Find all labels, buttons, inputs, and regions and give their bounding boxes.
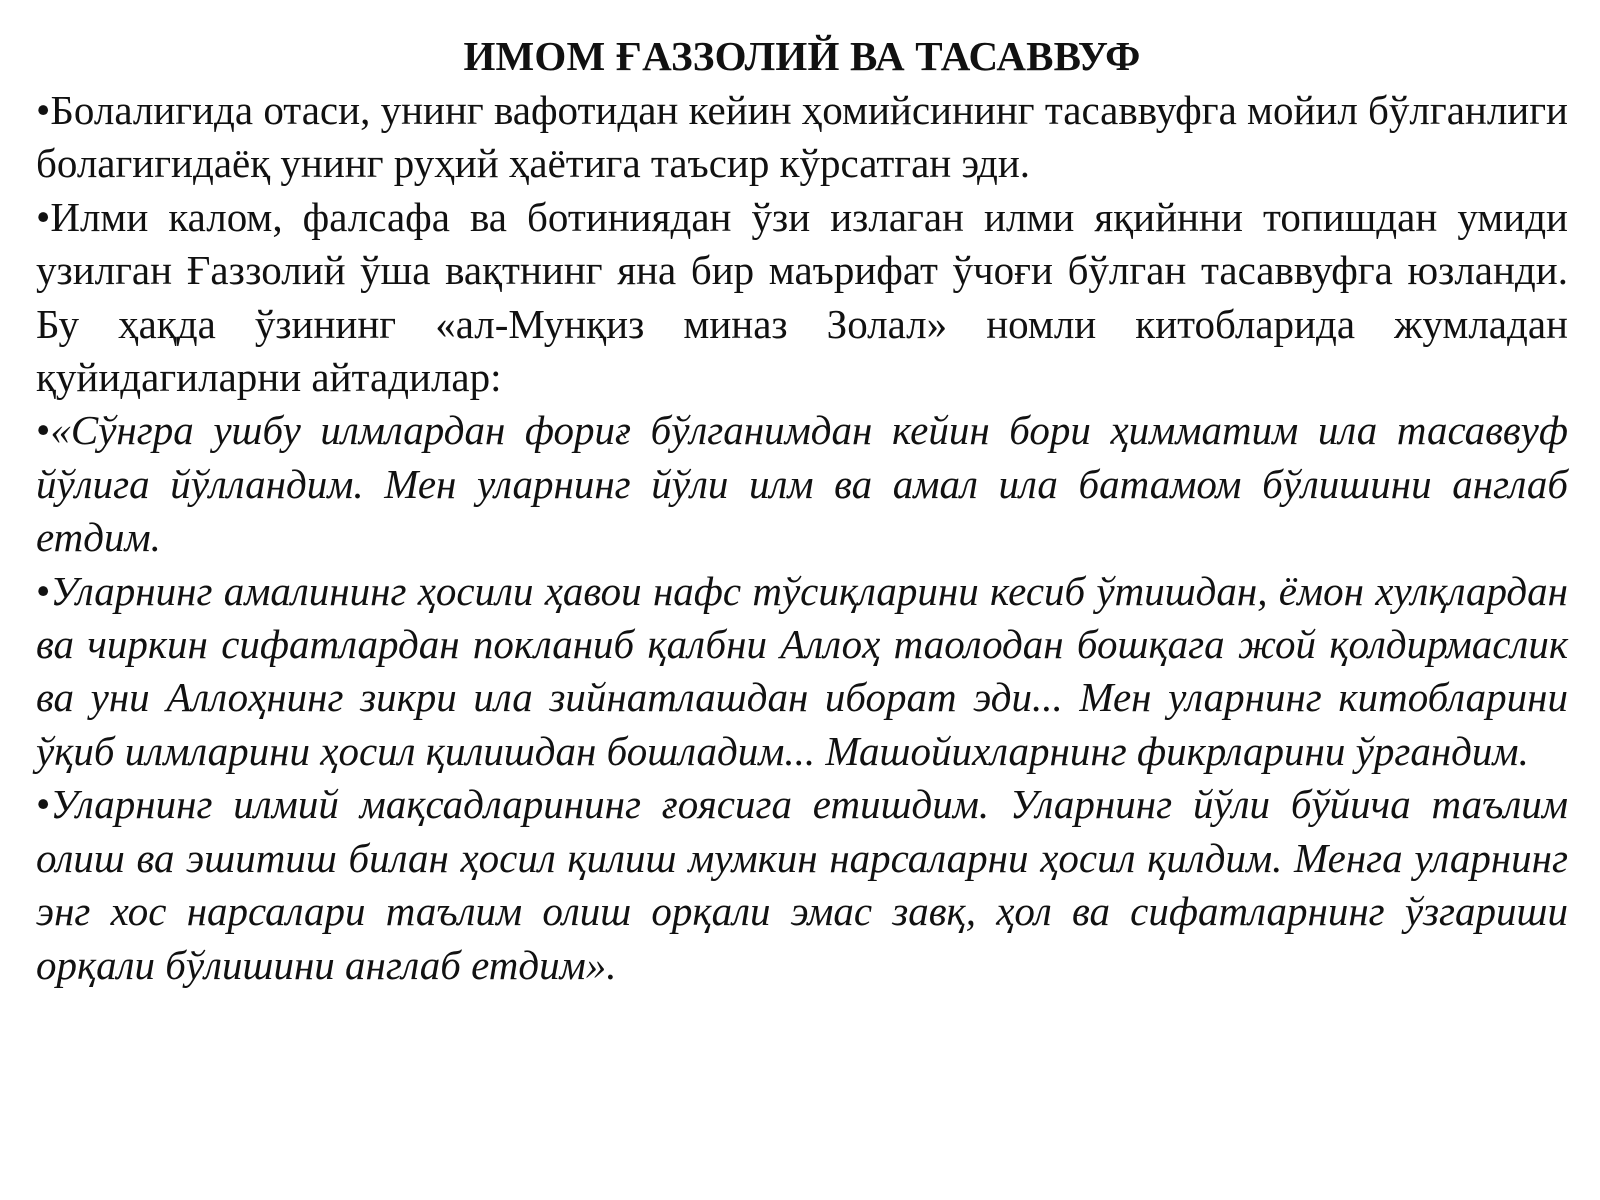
quote-text: «Сўнгра ушбу илмлардан фориғ бўлганимдан кейин бори ҳимматим ила тасаввуф йўлига йўлландим. Мен уларнинг йўли илм ва амал ила батамом бўлишини англаб етдим. xyxy=(36,407,1568,561)
bullet-marker: • xyxy=(36,407,51,454)
quote-text: Уларнинг амалининг ҳосили ҳавои нафс тўсиқларини кесиб ўтишдан, ёмон хулқлардан ва чиркин сифатлардан покланиб қалбни Аллоҳ таолодан бошқага жой қолдирмаслик ва уни Аллоҳнинг зикри ила зийнатлашдан иборат эди... Мен уларнинг китобларини ўқиб илмларини ҳосил қилишдан бошладим... Машойихларнинг фикрларини ўргандим. xyxy=(36,567,1568,774)
bullet-marker: • xyxy=(36,193,51,240)
paragraph-turn-to-sufism xyxy=(36,191,1568,405)
paragraph-text: Болалигида отаси, унинг вафотидан кейин ҳомийсининг тасаввуфга мойил бўлганлиги болагигидаёқ унинг руҳий ҳаётига таъсир кўрсатган эди. xyxy=(36,87,1568,187)
bullet-marker: • xyxy=(36,781,51,828)
quote-paragraph-2 xyxy=(36,565,1568,779)
quote-paragraph-3 xyxy=(36,778,1568,992)
bullet-marker: • xyxy=(36,567,51,614)
paragraph-childhood xyxy=(36,84,1568,191)
quote-text: Уларнинг илмий мақсадларининг ғоясига етишдим. Уларнинг йўли бўйича таълим олиш ва эшитиш билан ҳосил қилиш мумкин нарсаларни ҳосил қилдим. Менга уларнинг энг хос нарсалари таълим олиш орқали эмас завқ, ҳол ва сифатларнинг ўзгариши орқали бўлишини англаб етдим». xyxy=(36,781,1568,988)
bullet-marker: • xyxy=(36,87,51,133)
page-title: ИМОМ ҒАЗЗОЛИЙ ВА ТАСАВВУФ xyxy=(463,33,1141,79)
quote-paragraph-1 xyxy=(36,404,1568,564)
paragraph-text: Илми калом, фалсафа ва ботиниядан ўзи излаган илми яқийнни топишдан умиди узилган Ғаззолий ўша вақтнинг яна бир маърифат ўчоғи бўлган тасаввуфга юзланди. Бу ҳақда ўзининг «ал-Мунқиз миназ Золал» номли китобларида жумладан қуйидагиларни айтадилар: xyxy=(36,193,1568,401)
